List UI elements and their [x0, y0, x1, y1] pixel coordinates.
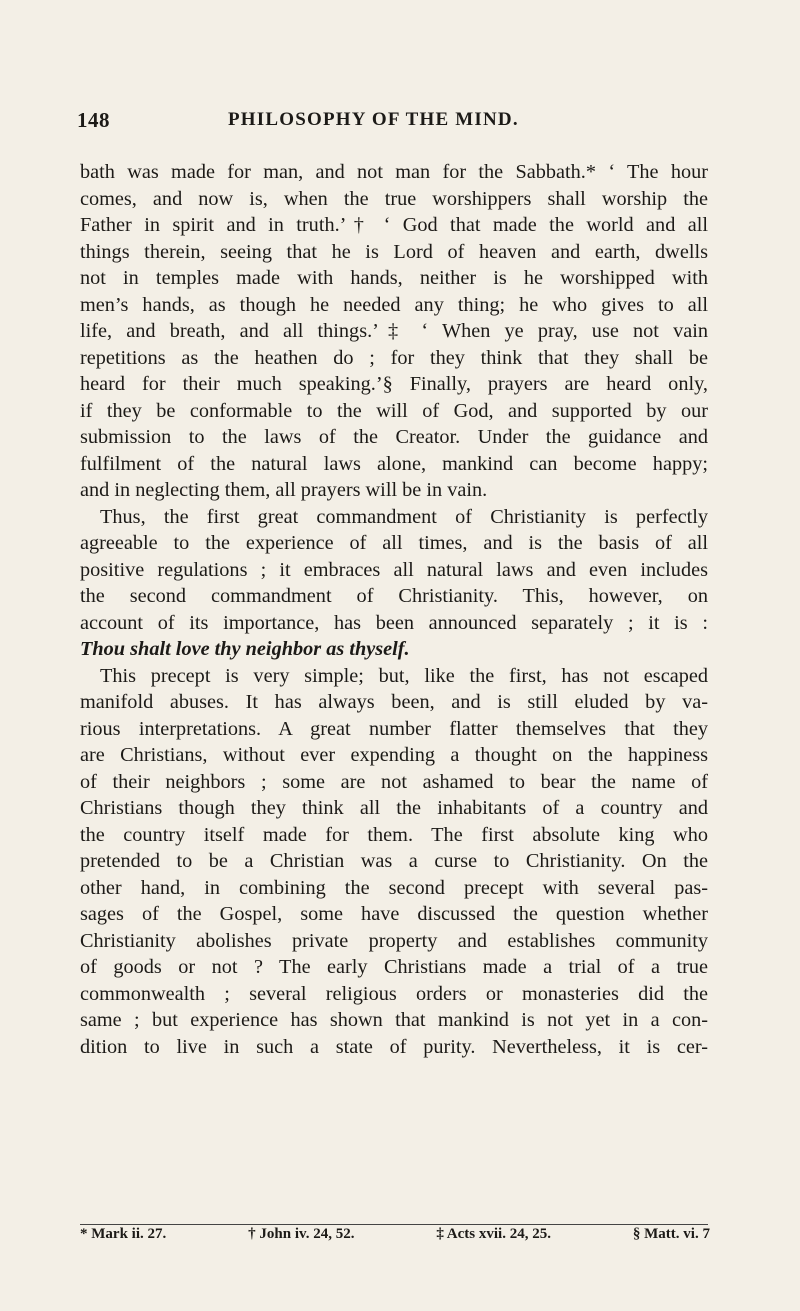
- text-line: and in neglecting them, all prayers will be in vain.: [80, 479, 488, 501]
- text-line: other hand, in combining the second precept with several pas-: [80, 876, 708, 899]
- body-text: [80, 159, 708, 1060]
- text-line: rious interpretations. A great number flatter themselves that they: [80, 717, 708, 740]
- text-line: Father in spirit and in truth.’† ‘ God that made the world and all: [80, 214, 708, 236]
- running-head: [77, 108, 707, 134]
- paragraph-start-line: This precept is very simple; but, like the first, has not escaped: [100, 664, 708, 687]
- footnotes: [80, 1226, 710, 1243]
- text-line: account of its importance, has been announced separately ; it is :: [80, 611, 708, 634]
- text-line: agreeable to the experience of all times, and is the basis of all: [80, 532, 708, 554]
- text-line: repetitions as the heathen do ; for they think that they shall be: [80, 346, 708, 369]
- text-line: commonwealth ; several religious orders or monasteries did the: [80, 982, 708, 1005]
- commandment-quote: Thou shalt love thy neighbor as thyself.: [80, 638, 410, 660]
- text-line: the second commandment of Christianity. This, however, on: [80, 585, 708, 607]
- text-line: Christians though they think all the inhabitants of a country and: [80, 797, 708, 819]
- text-line: life, and breath, and all things.’‡ ‘ When ye pray, use not vain: [80, 320, 708, 342]
- text-line: submission to the laws of the Creator. Under the guidance and: [80, 426, 708, 448]
- text-line: heard for their much speaking.’§ Finally, prayers are heard only,: [80, 373, 708, 395]
- text-line: men’s hands, as though he needed any thing; he who gives to all: [80, 293, 708, 316]
- footnote-acts-xvii: ‡ Acts xvii. 24, 25.: [436, 1226, 551, 1242]
- text-line: of goods or not ? The early Christians made a trial of a true: [80, 956, 708, 978]
- text-line: if they be conformable to the will of God, and supported by our: [80, 399, 708, 422]
- text-line: sages of the Gospel, some have discussed the question whether: [80, 903, 708, 925]
- text-line: not in temples made with hands, neither is he worshipped with: [80, 267, 708, 289]
- text-line: fulfilment of the natural laws alone, mankind can become happy;: [80, 452, 708, 475]
- page-title: PHILOSOPHY OF THE MIND.: [228, 109, 519, 130]
- text-line: things therein, seeing that he is Lord of heaven and earth, dwells: [80, 240, 708, 263]
- page-number: 148: [77, 108, 110, 132]
- text-line: positive regulations ; it embraces all natural laws and even includes: [80, 558, 708, 581]
- text-line: bath was made for man, and not man for the Sabbath.* ‘ The hour: [80, 161, 708, 183]
- text-line: comes, and now is, when the true worshippers shall worship the: [80, 187, 708, 210]
- text-line: dition to live in such a state of purity. Nevertheless, it is cer-: [80, 1035, 708, 1058]
- text-line: manifold abuses. It has always been, and is still eluded by va-: [80, 691, 708, 713]
- text-line: the country itself made for them. The first absolute king who: [80, 823, 708, 846]
- text-line: Christianity abolishes private property and establishes community: [80, 929, 708, 952]
- footnote-divider: [80, 1224, 708, 1225]
- footnote-matt-vi: § Matt. vi. 7: [632, 1226, 710, 1242]
- text-line: are Christians, without ever expending a thought on the happiness: [80, 744, 708, 766]
- footnote-john-iv: † John iv. 24, 52.: [248, 1226, 355, 1242]
- text-line: pretended to be a Christian was a curse to Christianity. On the: [80, 850, 708, 872]
- text-line: same ; but experience has shown that mankind is not yet in a con-: [80, 1009, 708, 1031]
- paragraph-start-line: Thus, the first great commandment of Christianity is perfectly: [100, 505, 708, 528]
- text-line: of their neighbors ; some are not ashamed to bear the name of: [80, 770, 708, 793]
- footnote-mark-ii-27: * Mark ii. 27.: [80, 1226, 167, 1242]
